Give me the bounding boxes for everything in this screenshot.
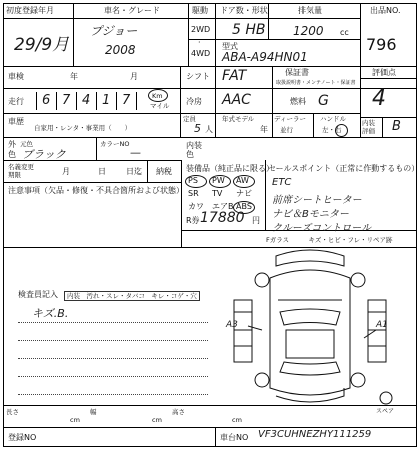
inspection-label: 車検 (8, 72, 24, 81)
doors-label: ドア数・形状 (220, 6, 268, 15)
color-value: ブラック (22, 148, 66, 161)
model-value-2: 2008 (105, 43, 136, 57)
model-code-value: ABA-A94HN01 (222, 50, 308, 64)
handle-value: 左・右 (322, 126, 342, 134)
sales-points-title: セールスポイント（正常に作動するもの） (268, 164, 420, 173)
shift-value: FAT (222, 68, 247, 84)
chassis-value: VF3CUHNEZHY111259 (258, 429, 372, 440)
odometer-digit: 6 (42, 93, 51, 108)
inspector-label: 検査員記入 (18, 290, 58, 299)
exterior-label: 外 (8, 140, 16, 149)
interior-sub: 評価 (362, 127, 375, 135)
width-unit: cm (152, 416, 162, 424)
sales-point-4: クルーズコントロール (272, 223, 371, 234)
first-reg-value: 29/9月 (14, 35, 70, 55)
inspection-month: 月 (130, 72, 138, 81)
equipment-item: カワ (188, 202, 204, 211)
exterior-sub: 色 (8, 150, 16, 159)
length-unit: cm (70, 416, 80, 424)
equipment-item: PS (188, 176, 198, 185)
score-label: 評価点 (372, 68, 396, 77)
name-change-sub: 期限 (8, 171, 21, 179)
r-tax-label: R券 (186, 216, 200, 225)
displacement-unit: cc (340, 28, 349, 37)
drive-4wd: 4WD (191, 49, 211, 58)
score-value: 4 (372, 86, 386, 111)
displacement-value: 1200 (293, 24, 324, 38)
name-change-date: 日 (98, 167, 106, 176)
color-no-value: — (130, 146, 141, 159)
reg-no-label: 登録NO (8, 433, 37, 442)
sales-point-1: ETC (272, 177, 292, 188)
odometer-digit: 1 (102, 93, 111, 108)
dealer-sub: 並行 (280, 126, 293, 134)
equipment-item: TV (212, 189, 223, 198)
history-label: 車歴 (8, 117, 24, 126)
ac-label: 冷房 (186, 97, 202, 106)
warranty-label: 保証書 (285, 68, 309, 77)
capacity-value: 5 (194, 122, 201, 135)
inspector-legend: 内装 汚れ・スレ・タバコ キレ・コゲ・穴 (64, 291, 200, 301)
capacity-label: 定員 (183, 115, 196, 123)
spare-label: スペア (376, 408, 395, 415)
model-label: 車名・グレード (104, 6, 160, 15)
equipment-item: ABS (236, 202, 252, 211)
mileage-unit-km: Km (152, 92, 163, 100)
repair-legend: Fガラス キズ・ヒビ・フレ・リペア跡 (266, 236, 393, 244)
inspection-year: 年 (70, 72, 78, 81)
length-label: 長さ (6, 408, 19, 416)
handle-label: ハンドル (320, 115, 346, 123)
fuel-label: 燃料 (290, 97, 306, 106)
equipment-item: ナビ (236, 189, 252, 198)
ac-value: AAC (222, 92, 251, 108)
exhibit-number: 796 (366, 35, 397, 54)
color-no-label: カラーNO (100, 140, 130, 148)
height-label: 高さ (172, 408, 185, 416)
sales-point-2: 前席シートヒーター (272, 195, 362, 206)
interior-value: B (392, 119, 401, 134)
drive-2wd: 2WD (191, 25, 211, 34)
drive-dot: · (198, 38, 201, 47)
year-model-label: 年式モデル (222, 115, 255, 123)
name-change-label: 名義変更 (8, 163, 34, 171)
width-label: 幅 (90, 408, 97, 416)
model-code-label: 型式 (222, 42, 238, 51)
odometer-digit: 4 (82, 93, 91, 108)
damage-label-a3: A3 (226, 320, 238, 330)
mileage-unit-mile: マイル (150, 102, 170, 110)
year-model-unit: 年 (260, 125, 268, 134)
caution-label: 注意事項（欠品・修復・不具合箇所および状態） (8, 186, 184, 195)
drive-label: 駆動 (192, 6, 208, 15)
odometer-digit: 7 (62, 93, 71, 108)
dealer-label: ディーラー (274, 115, 306, 123)
sales-point-3: ナビ＆Bモニター (272, 209, 349, 220)
tax-label: 納税 (156, 167, 172, 176)
interior-label: 内装 (362, 119, 375, 127)
equipment-item: AW (236, 176, 249, 185)
fuel-value: G (318, 93, 329, 109)
interior-color-label: 内装 (186, 141, 202, 150)
name-change-month: 月 (62, 167, 70, 176)
odometer-digit: 7 (122, 93, 131, 108)
doors-value: 5 HB (232, 22, 266, 38)
height-unit: cm (232, 416, 242, 424)
shift-label: シフト (186, 72, 210, 81)
damage-label-a1: A1 (376, 320, 388, 330)
r-tax-unit: 円 (252, 216, 260, 225)
displacement-label: 排気量 (298, 6, 322, 15)
equipment-item: エアB (212, 202, 234, 211)
capacity-unit: 人 (205, 125, 213, 134)
equipment-item: PW (212, 176, 225, 185)
model-value-1: プジョー (90, 24, 138, 38)
mileage-label: 走行 (8, 97, 24, 106)
exhibit-label: 出品NO. (370, 6, 401, 15)
warranty-sub: 取扱説明書・メンテノート・保証書 (276, 80, 356, 86)
chassis-label: 車台NO (220, 433, 249, 442)
history-options: 自家用・レンタ・事業用（ ） (34, 124, 132, 132)
first-reg-label: 初度登録年月 (6, 6, 54, 15)
equipment-item: SR (188, 189, 199, 198)
name-change-deadline: 日迄 (126, 167, 142, 176)
equipment-title: 装備品（純正品に限る） (186, 164, 274, 173)
r-tax-value: 17880 (200, 210, 245, 226)
inspector-note: キズ.B. (32, 307, 69, 320)
interior-color-sub: 色 (186, 150, 194, 159)
original-color-label: 元色 (20, 140, 33, 148)
